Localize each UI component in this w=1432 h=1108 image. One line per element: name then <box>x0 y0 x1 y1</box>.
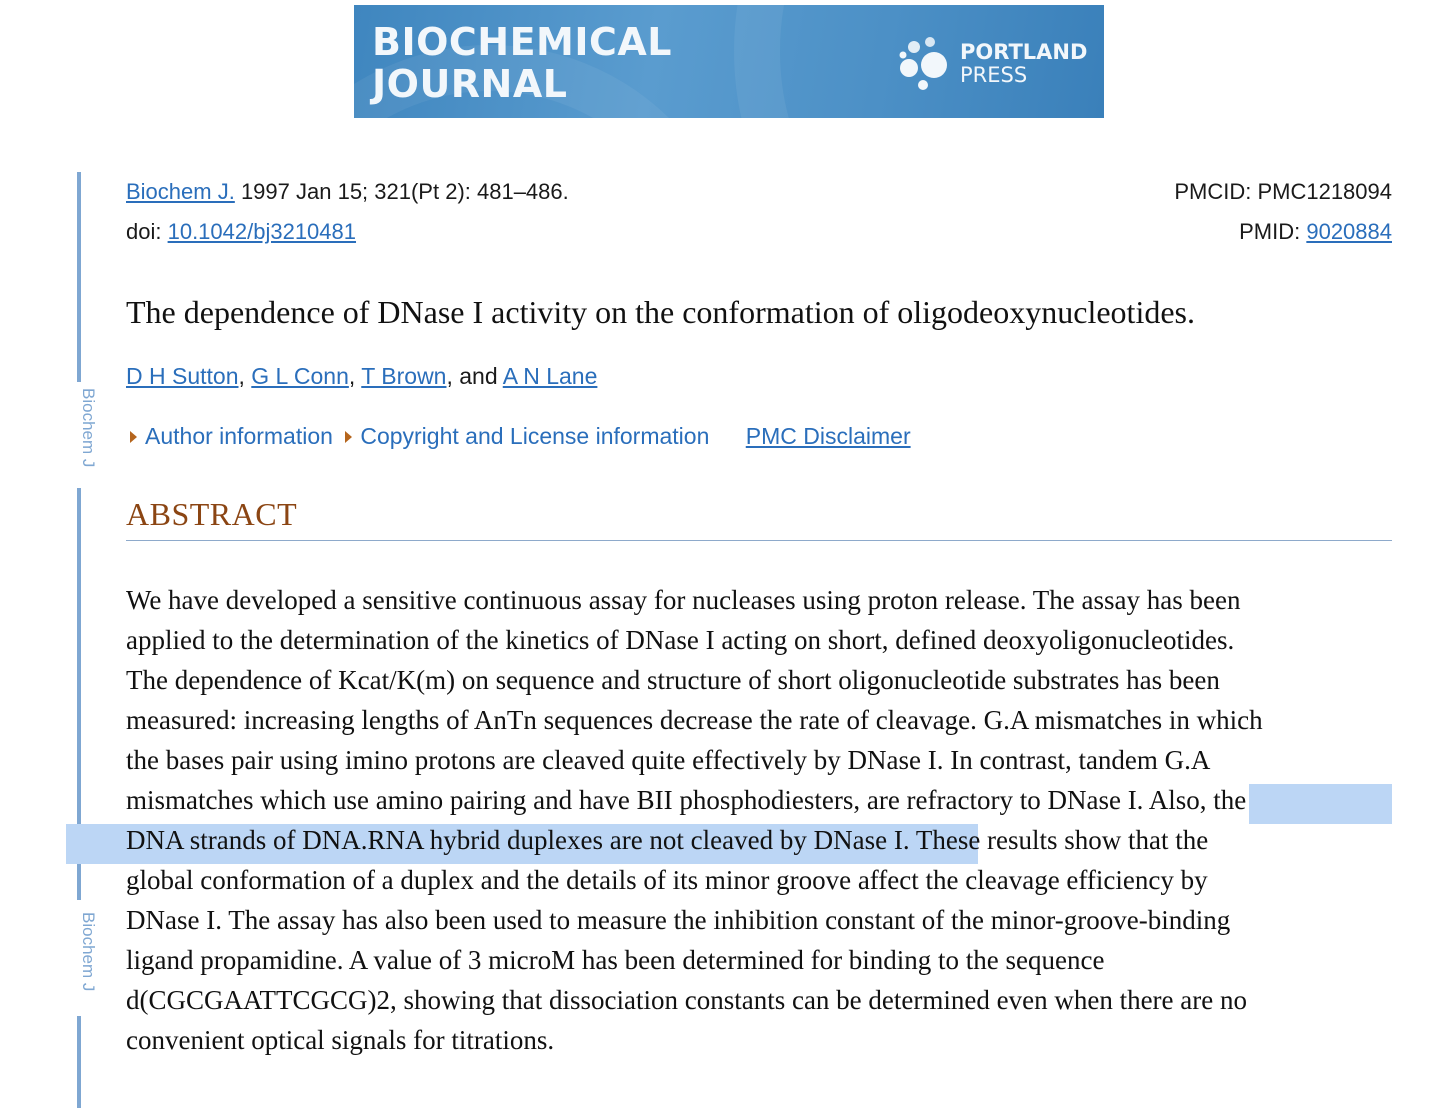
portland-press-logo-icon <box>894 33 964 103</box>
author-link[interactable]: A N Lane <box>502 363 598 389</box>
heading-divider <box>126 540 1392 541</box>
abstract-line: applied to the determination of the kinetics of DNase I acting on short, defined deoxyoligonucleotides. <box>126 625 1235 655</box>
pmc-disclaimer-link[interactable]: PMC Disclaimer <box>745 423 911 449</box>
abstract-line: d(CGCGAATTCGCG)2, showing that dissociation constants can be determined even when there are no <box>126 985 1247 1015</box>
doi-label: doi: <box>126 219 168 244</box>
expand-arrow-icon <box>345 431 352 443</box>
abstract-line: The dependence of Kcat/K(m) on sequence and structure of short oligonucleotide substrates has been <box>126 665 1220 695</box>
abstract-line: mismatches which use amino pairing and have BII phosphodiesters, are refractory to DNase I. Also, the <box>126 785 1247 815</box>
author-link[interactable]: D H Sutton <box>126 363 239 389</box>
abstract-line: DNA strands of DNA.RNA hybrid duplexes are not cleaved by DNase I. These results show that the <box>126 825 1209 855</box>
abstract-heading: ABSTRACT <box>126 496 298 532</box>
pmid-label: PMID: <box>1239 219 1307 244</box>
abstract-line: convenient optical signals for titrations. <box>126 1025 555 1055</box>
journal-logo-text: BIOCHEMICAL JOURNAL <box>372 20 673 106</box>
rail-label-top: Biochem J <box>79 388 98 468</box>
abstract-line: ligand propamidine. A value of 3 microM has been determined for binding to the sequence <box>126 945 1105 975</box>
doi-line <box>126 219 356 245</box>
doi-link[interactable]: 10.1042/bj3210481 <box>167 219 357 244</box>
pmid-link[interactable]: 9020884 <box>1306 219 1392 244</box>
author-link[interactable]: T Brown <box>361 363 447 389</box>
journal-banner[interactable] <box>354 5 1104 118</box>
info-bar <box>126 422 911 450</box>
journal-link[interactable]: Biochem J. <box>126 179 235 204</box>
citation-line <box>126 179 569 205</box>
abstract-line: measured: increasing lengths of AnTn sequences decrease the rate of cleavage. G.A mismatches in which <box>126 705 1263 735</box>
rail-label-bottom: Biochem J <box>79 912 98 992</box>
author-separator: , and <box>446 363 503 389</box>
abstract-line: DNase I. The assay has also been used to measure the inhibition constant of the minor-groove-binding <box>126 905 1231 935</box>
author-information-toggle[interactable]: Author information <box>126 422 333 450</box>
pmid-line <box>1239 219 1392 245</box>
publisher-logo-text: PORTLAND PRESS <box>960 40 1088 87</box>
abstract-text <box>126 580 1396 1060</box>
author-separator: , <box>238 363 252 389</box>
side-rail-segment <box>77 172 81 382</box>
issue-info: 1997 Jan 15; 321(Pt 2): 481–486. <box>234 179 569 204</box>
author-link[interactable]: G L Conn <box>251 363 349 389</box>
abstract-line: the bases pair using imino protons are cleaved quite effectively by DNase I. In contrast, tandem G.A <box>126 745 1211 775</box>
author-list <box>126 362 597 390</box>
abstract-line: We have developed a sensitive continuous assay for nucleases using proton release. The assay has been <box>126 585 1241 615</box>
pmcid: PMCID: PMC1218094 <box>1174 179 1392 204</box>
abstract-line: global conformation of a duplex and the details of its minor groove affect the cleavage efficiency by <box>126 865 1208 895</box>
copyright-license-toggle[interactable]: Copyright and License information <box>341 422 709 450</box>
author-separator: , <box>348 363 362 389</box>
side-rail-segment <box>77 1016 81 1108</box>
expand-arrow-icon <box>130 431 137 443</box>
article-title: The dependence of DNase I activity on the conformation of oligodeoxynucleotides. <box>126 294 1195 330</box>
